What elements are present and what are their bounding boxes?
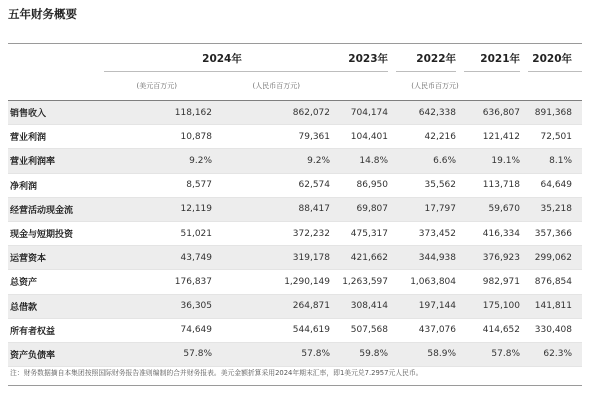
table-row: [8, 197, 582, 221]
row-value: 43,749: [104, 246, 222, 270]
footnote: 注：财务数据摘自本集团按照国际财务报告准则编制的合并财务报表。美元金额折算采用2024年期末汇率，即1美元兑7.2957元人民币。: [10, 369, 423, 377]
row-label: 所有者权益: [8, 318, 104, 342]
year-header-2022: 2022年: [416, 52, 457, 65]
row-value: 141,811: [530, 294, 582, 318]
row-label: 总借款: [8, 294, 104, 318]
row-value: 176,837: [104, 270, 222, 294]
row-value: 507,568: [340, 318, 398, 342]
row-value: 704,174: [340, 101, 398, 125]
row-value: 9.2%: [222, 149, 340, 173]
unit-rmb-prior: (人民币百万元): [411, 82, 459, 90]
row-label: 现金与短期投资: [8, 221, 104, 245]
row-value: 642,338: [398, 101, 466, 125]
table-row: [8, 221, 582, 245]
row-label: 运营资本: [8, 246, 104, 270]
row-value: 42,216: [398, 125, 466, 149]
row-value: 376,923: [466, 246, 530, 270]
table-row: [8, 318, 582, 342]
row-value: 1,263,597: [340, 270, 398, 294]
row-label: 资产负债率: [8, 342, 104, 366]
unit-usd: (美元百万元): [136, 82, 177, 90]
year-header-2023: 2023年: [348, 52, 389, 65]
row-value: 319,178: [222, 246, 340, 270]
row-value: 421,662: [340, 246, 398, 270]
table-row: [8, 270, 582, 294]
row-value: 36,305: [104, 294, 222, 318]
header-divider-2024: [104, 71, 340, 72]
row-value: 8.1%: [530, 149, 582, 173]
unit-header-row: [8, 72, 582, 101]
row-value: 373,452: [398, 221, 466, 245]
row-value: 57.8%: [222, 342, 340, 366]
row-value: 175,100: [466, 294, 530, 318]
row-value: 79,361: [222, 125, 340, 149]
row-value: 299,062: [530, 246, 582, 270]
year-header-2024: 2024年: [202, 52, 242, 65]
header-divider-2022: [396, 71, 456, 72]
table-body: [8, 101, 582, 367]
row-value: 344,938: [398, 246, 466, 270]
row-value: 59,670: [466, 197, 530, 221]
row-value: 86,950: [340, 173, 398, 197]
table-row: [8, 246, 582, 270]
row-value: 57.8%: [466, 342, 530, 366]
row-value: 62,574: [222, 173, 340, 197]
row-value: 17,797: [398, 197, 466, 221]
row-value: 19.1%: [466, 149, 530, 173]
row-value: 1,290,149: [222, 270, 340, 294]
unit-rmb-2024: (人民币百万元): [252, 82, 301, 90]
row-value: 51,021: [104, 221, 222, 245]
row-value: 104,401: [340, 125, 398, 149]
row-value: 544,619: [222, 318, 340, 342]
row-label: 总资产: [8, 270, 104, 294]
row-value: 10,878: [104, 125, 222, 149]
row-value: 891,368: [530, 101, 582, 125]
row-value: 197,144: [398, 294, 466, 318]
row-value: 862,072: [222, 101, 340, 125]
year-header-2021: 2021年: [480, 52, 521, 65]
row-value: 72,501: [530, 125, 582, 149]
row-value: 982,971: [466, 270, 530, 294]
row-value: 372,232: [222, 221, 340, 245]
year-header-row: [8, 44, 582, 72]
row-value: 57.8%: [104, 342, 222, 366]
table-row: [8, 125, 582, 149]
row-value: 357,366: [530, 221, 582, 245]
row-label: 营业利润率: [8, 149, 104, 173]
page-title: 五年财务概要: [8, 7, 77, 21]
header-divider-2023: [338, 71, 388, 72]
header-divider-2020: [528, 71, 582, 72]
row-label: 营业利润: [8, 125, 104, 149]
row-value: 121,412: [466, 125, 530, 149]
row-value: 9.2%: [104, 149, 222, 173]
row-value: 69,807: [340, 197, 398, 221]
row-value: 416,334: [466, 221, 530, 245]
unit-blank-end: [530, 72, 582, 101]
row-value: 88,417: [222, 197, 340, 221]
row-value: 876,854: [530, 270, 582, 294]
row-value: 330,408: [530, 318, 582, 342]
row-value: 414,652: [466, 318, 530, 342]
financial-summary-table: [8, 44, 582, 367]
unit-blank: [8, 72, 104, 101]
row-value: 113,718: [466, 173, 530, 197]
header-blank: [8, 44, 104, 72]
row-value: 74,649: [104, 318, 222, 342]
row-value: 118,162: [104, 101, 222, 125]
row-value: 12,119: [104, 197, 222, 221]
row-label: 经营活动现金流: [8, 197, 104, 221]
row-value: 475,317: [340, 221, 398, 245]
row-value: 14.8%: [340, 149, 398, 173]
year-header-2020: 2020年: [532, 52, 573, 65]
row-value: 62.3%: [530, 342, 582, 366]
row-value: 1,063,804: [398, 270, 466, 294]
row-value: 636,807: [466, 101, 530, 125]
table-row: [8, 149, 582, 173]
row-value: 35,562: [398, 173, 466, 197]
row-label: 销售收入: [8, 101, 104, 125]
row-value: 58.9%: [398, 342, 466, 366]
table-row: [8, 294, 582, 318]
table-row: [8, 173, 582, 197]
financial-summary-panel: [8, 43, 582, 386]
header-divider-2021: [464, 71, 520, 72]
row-value: 308,414: [340, 294, 398, 318]
table-row: [8, 101, 582, 125]
row-value: 59.8%: [340, 342, 398, 366]
row-value: 35,218: [530, 197, 582, 221]
table-row: [8, 342, 582, 366]
row-value: 8,577: [104, 173, 222, 197]
row-value: 6.6%: [398, 149, 466, 173]
row-value: 264,871: [222, 294, 340, 318]
row-value: 437,076: [398, 318, 466, 342]
row-value: 64,649: [530, 173, 582, 197]
row-label: 净利润: [8, 173, 104, 197]
